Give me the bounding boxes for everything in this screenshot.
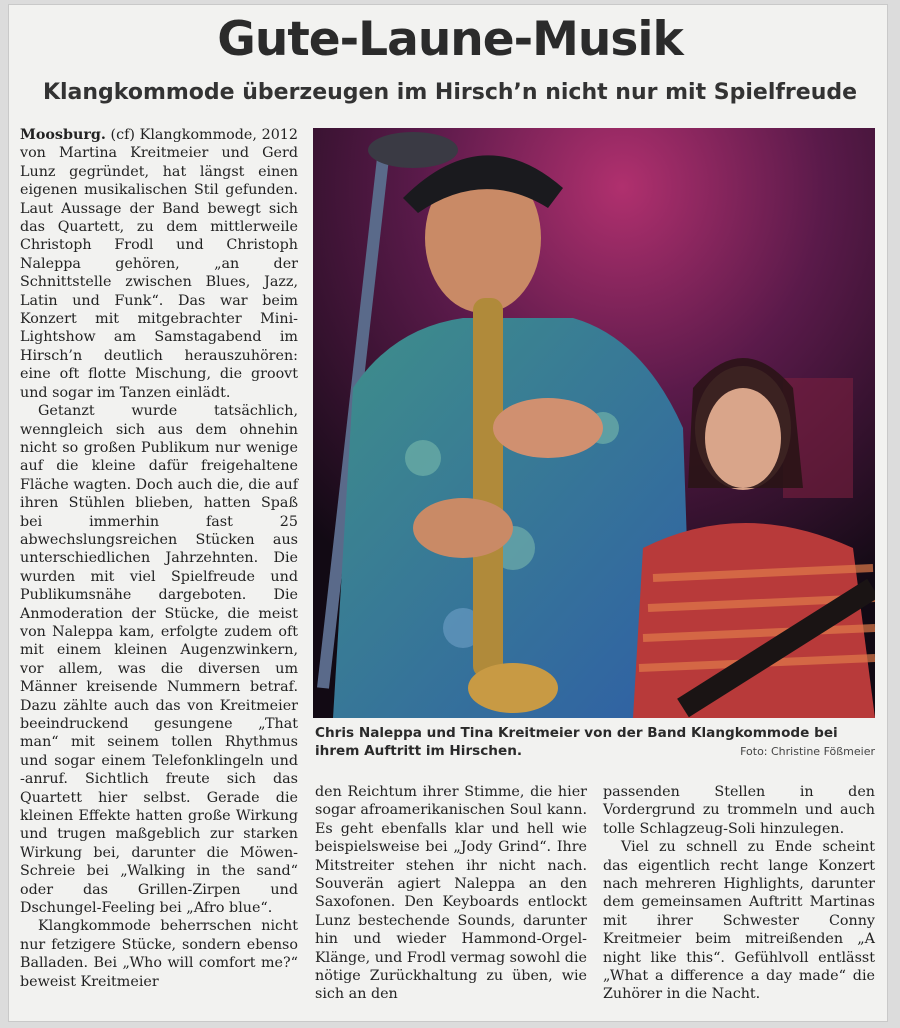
paragraph-6: Viel zu schnell zu Ende scheint das eigentlich recht lange Konzert nach mehreren Highlights, darunter dem gemeinsamen Auftritt Martinas mit ihrer Schwester Conny Kreitmeier beim mitreißenden „A night like this“. Gefühlvoll entlässt „What a difference a day made“ die Zuhörer in die Nacht.	[603, 839, 875, 1003]
paragraph-5: passenden Stellen in den Vordergrund zu trommeln und auch tolle Schlagzeug-Soli hinzulegen.	[603, 784, 875, 837]
concert-photo-illustration	[313, 128, 875, 718]
photo-caption: Chris Naleppa und Tina Kreitmeier von der Band Klangkommode bei ihrem Auftritt im Hirschen.	[315, 725, 838, 759]
article-column-2	[315, 783, 587, 1004]
dateline: Moosburg.	[20, 127, 106, 143]
paragraph-3: Klangkommode beherrschen nicht nur fetzigere Stücke, sondern ebenso Balladen. Bei „Who will comfort me?“ beweist Kreitmeier	[20, 918, 298, 990]
subheadline: Klangkommode überzeugen im Hirsch’n nicht nur mit Spielfreude	[42, 80, 858, 105]
paragraph-1-text: (cf) Klangkommode, 2012 von Martina Kreitmeier und Gerd Lunz gegründet, hat längst einen eigenen musikalischen Stil gefunden. Laut Aussage der Band bewegt sich das Quartett, zu dem mittlerweile Christoph Frodl und Christoph Naleppa gehören, „an der Schnittstelle zwischen Blues, Jazz, Latin und Funk“. Das war beim Konzert mit mitgebrachter Mini-Lightshow am Samstagabend im Hirsch’n deutlich herauszuhören: eine oft flotte Mischung, die groovt und sogar im Tanzen einlädt.	[20, 127, 298, 401]
article-column-1	[20, 126, 298, 991]
paragraph-4: den Reichtum ihrer Stimme, die hier sogar afroamerikanischen Soul kann. Es geht ebenfalls klar und hell wie beispielsweise bei „Jody Grind“. Ihre Mitstreiter stehen ihr nicht nach. Souverän agiert Naleppa an den Saxofonen. Den Keyboards entlockt Lunz bestechende Sounds, darunter hin und wieder Hammond-Orgel-Klänge, und Frodl vermag sowohl die nötige Zurückhaltung zu üben, wie sich an den	[315, 784, 587, 1003]
headline: Gute-Laune-Musik	[217, 12, 683, 67]
photo-credit: Foto: Christine Fößmeier	[740, 745, 875, 758]
concert-photo	[313, 128, 875, 718]
paragraph-1	[20, 126, 298, 402]
article-column-3	[603, 783, 875, 1004]
paragraph-2: Getanzt wurde tatsächlich, wenngleich sich aus dem ohnehin nicht so großen Publikum nur wenige auf die kleine dafür freigehaltene Fläche wagten. Doch auch die, die auf ihren Stühlen blieben, hatten Spaß bei immerhin fast 25 abwechslungsreichen Stücken aus unterschiedlichen Jahrzehnten. Die wurden mit viel Spielfreude und Publikumsnähe dargeboten. Die Anmoderation der Stücke, die meist von Naleppa kam, erfolgte zudem oft mit einem kleinen Augenzwinkern, vor allem, was die diversen um Männer kreisende Nummern betraf. Dazu zählte auch das von Kreitmeier beeindruckend gesungene „That man“ mit seinem tollen Rhythmus und sogar einem Telefonklingeln und -anruf. Sichtlich freute sich das Quartett hier selbst. Gerade die kleinen Effekte hatten große Wirkung und trugen maßgeblich zur starken Wirkung bei, darunter die Möwen-Schreie bei „Walking in the sand“ oder das Grillen-Zirpen und Dschungel-Feeling bei „Afro blue“.	[20, 403, 299, 917]
